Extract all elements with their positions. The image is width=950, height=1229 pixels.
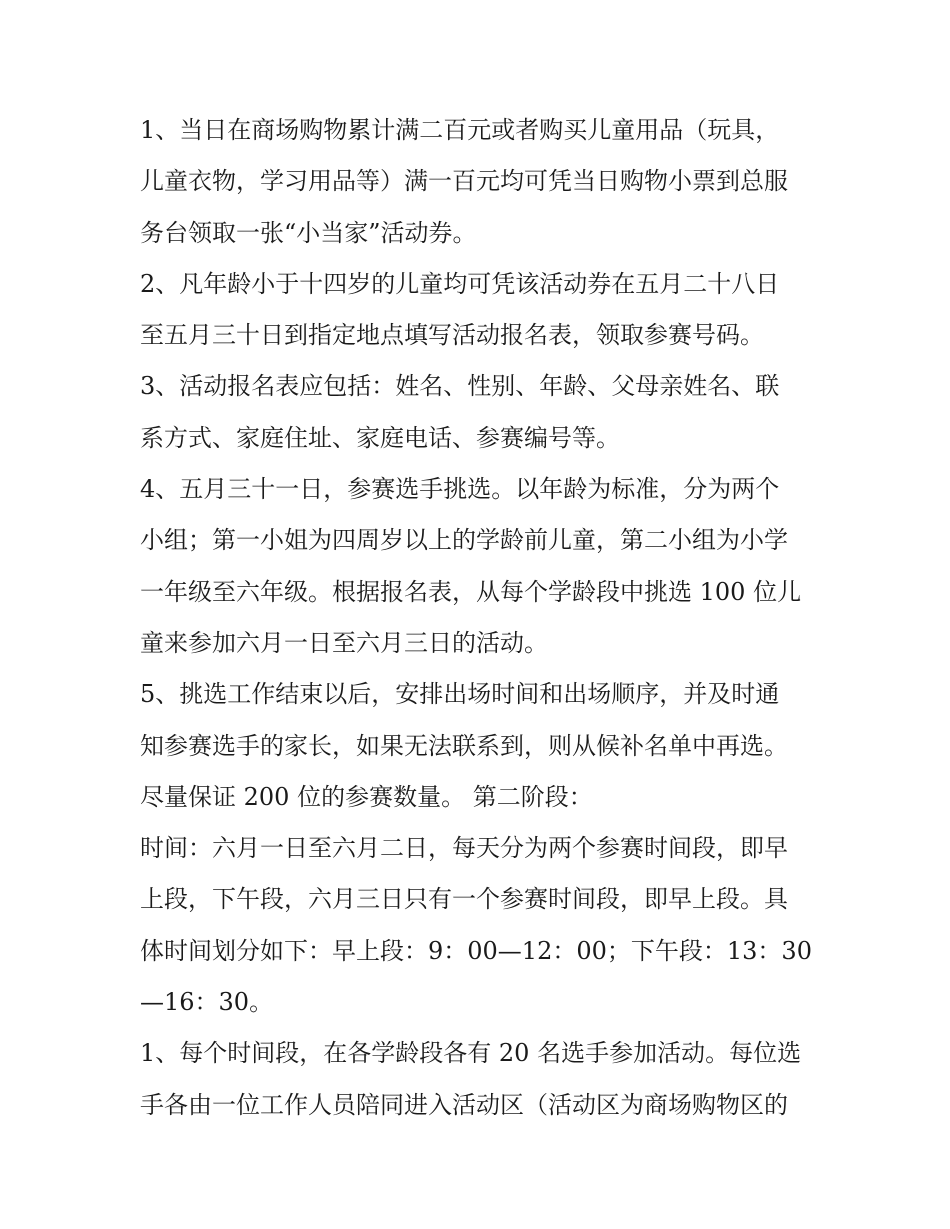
text-line: 知参赛选手的家长，如果无法联系到，则从候补名单中再选。 — [140, 731, 788, 760]
text-line: 5、挑选工作结束以后，安排出场时间和出场顺序，并及时通 — [140, 680, 780, 709]
text-line: 一年级至六年级。根据报名表，从每个学龄段中挑选 100 位儿 — [140, 577, 802, 606]
paragraph-rule-2 — [140, 259, 820, 362]
paragraph-stage2-rule-1 — [140, 1028, 820, 1131]
text-line: 上段，下午段，六月三日只有一个参赛时间段，即早上段。具 — [140, 885, 788, 914]
text-line: 3、活动报名表应包括：姓名、性别、年龄、父母亲姓名、联 — [140, 372, 780, 401]
paragraph-rule-4 — [140, 464, 820, 669]
text-line: 务台领取一张“小当家”活动券。 — [140, 218, 477, 247]
paragraph-rule-3 — [140, 361, 820, 464]
text-line: 手各由一位工作人员陪同进入活动区（活动区为商场购物区的 — [140, 1090, 788, 1119]
document-body — [140, 105, 820, 1131]
paragraph-rule-5 — [140, 669, 820, 823]
text-line: 系方式、家庭住址、家庭电话、参赛编号等。 — [140, 423, 620, 452]
text-line: 童来参加六月一日至六月三日的活动。 — [140, 628, 548, 657]
paragraph-schedule — [140, 823, 820, 1028]
text-line: 1、当日在商场购物累计满二百元或者购买儿童用品（玩具， — [140, 116, 780, 144]
text-line: 小组；第一小姐为四周岁以上的学龄前儿童，第二小组为小学 — [140, 526, 788, 555]
text-line: —16：30。 — [140, 988, 274, 1017]
paragraph-rule-1 — [140, 105, 820, 259]
text-line: 尽量保证 200 位的参赛数量。 第二阶段： — [140, 782, 593, 811]
text-line: 体时间划分如下：早上段：9：00—12：00；下午段：13：30 — [140, 936, 812, 965]
text-line: 至五月三十日到指定地点填写活动报名表，领取参赛号码。 — [140, 321, 764, 350]
text-line: 4、五月三十一日，参赛选手挑选。以年龄为标准，分为两个 — [140, 475, 780, 504]
text-line: 1、每个时间段，在各学龄段各有 20 名选手参加活动。每位选 — [140, 1039, 802, 1068]
text-line: 时间：六月一日至六月二日，每天分为两个参赛时间段，即早 — [140, 834, 788, 863]
text-line: 2、凡年龄小于十四岁的儿童均可凭该活动券在五月二十八日 — [140, 269, 780, 298]
text-line: 儿童衣物，学习用品等）满一百元均可凭当日购物小票到总服 — [140, 167, 788, 196]
